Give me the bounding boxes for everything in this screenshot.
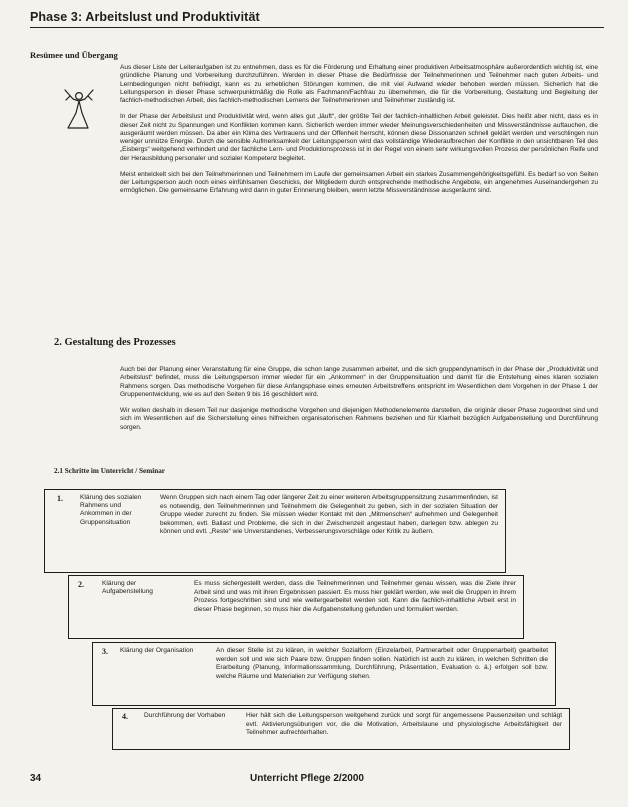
step-number-2: 2.	[78, 580, 84, 589]
summary-paragraph-3: Meist entwickelt sich bei den Teilnehmerinnen und Teilnehmern im Laufe der gemeinsamen Arbeit ein starkes Zusammengehörigkeitsgefühl. Es bedarf so von Seiten der Leitungsperson auch noch eines einfühlsamen Geschicks, der Mitgliedern durch entsprechende methodische Angebote, ein angenehmes Auseinandergehen zu ermöglichen. Die gemeinsame Erfahrung wird dann in guter Erinnerung bleiben, wenn letzte Missverständnisse ausgeräumt sind.	[120, 170, 598, 195]
running-header: Phase 3: Arbeitslust und Produktivität	[30, 10, 604, 28]
step-title-2: Klärung der Aufgabenstellung	[102, 580, 153, 596]
page-number: 34	[30, 773, 42, 784]
summary-heading: Resümee und Übergang	[30, 50, 118, 60]
journal-footer: Unterricht Pflege 2/2000	[250, 773, 364, 784]
section-intro	[120, 366, 598, 432]
summary-text	[120, 64, 598, 196]
summary-paragraph-2: In der Phase der Arbeitslust und Produktivität wird, wenn alles gut „läuft“, der größte Teil der fachlich-inhaltlichen Arbeit geleistet. Dies heißt aber nicht, dass es in dieser Zeit nicht zu Spannungen und Konflikten kommen kann. Sicherlich werden immer wieder Meinungsverschiedenheiten und Missverständnisse auftauchen, die ausgeräumt werden müssen. Da aber ein Klima des Vertrauens und der Offenheit herrscht, können diese Dissonanzen schnell geklärt werden und verschlingen nun weniger unnütze Energie. Durch die sensible Aufmerksamkeit der Leitungsperson wird das vollständige Wiederaufbrechen der Konflikte in den unsichtbaren Teil des „Eisbergs“ weitgehend verhindert und der fachliche Lern- und Produktionsprozess ist in der Regel von einem sehr wirkungsvollen Prozess der persönlichen Reife und der Herausbildung personaler und sozialer Kompetenz begleitet.	[120, 113, 598, 162]
step-text-1: Wenn Gruppen sich nach einem Tag oder längerer Zeit zu einer weiteren Arbeitsgruppensitzung zusammenfinden, ist es notwendig, den Teilnehmerinnen und Teilnehmern die Gelegenheit zu geben, sich in der sozialen Situation der Gruppe wieder zurecht zu finden. Sie müssen wieder Kontakt mit den „Mitmenschen“ aufnehmen und Gelegenheit bekommen, evtl. Ballast und Probleme, die sich in der Zwischenzeit angestaut haben, darlegen bzw. ablegen zu können und evtl. „Reste“ wie Unverstandenes, Verbesserungsvorschläge oder Kritik zu äußern.	[160, 494, 498, 535]
step-number-1: 1.	[57, 494, 63, 503]
step-text-4: Hier hält sich die Leitungsperson weitgehend zurück und sorgt für angemessene Pausenzeiten und schlägt evtl. Aktivierungsübungen vor, die die Motivation, Arbeitslaune und physiologische Arbeitsfähigkeit der Teilnehmer aufrechterhalten.	[246, 712, 562, 736]
step-title-4: Durchführung der Vorhaben	[144, 712, 226, 719]
subsection-heading: 2.1 Schritte im Unterricht / Seminar	[54, 467, 165, 475]
step-title-3: Klärung der Organisation	[120, 647, 194, 654]
step-text-2: Es muss sichergestellt werden, dass die Teilnehmerinnen und Teilnehmer genau wissen, was die Ziele ihrer Arbeit sind und was mit ihren Ergebnissen passiert. Es muss hier geklärt werden, wie weit die Gruppen in ihrem Prozess fortgeschritten sind und wie weitergearbeitet werden soll. Kann die fachlich-inhaltliche Arbeit erst in dieser Phase beginnen, so muss hier die Aufgabenstellung gefunden und formuliert werden.	[194, 580, 516, 613]
section-paragraph-1: Auch bei der Planung einer Veranstaltung für eine Gruppe, die schon lange zusammen arbeitet, und die sich gruppendynamisch in der Phase der „Produktivität und Arbeitslust“ befindet, muss die Leitungsperson immer wieder für ein „Ankommen“ in der Gruppensituation und damit für die Entstehung eines klaren sozialen Rahmens sorgen. Das methodische Vorgehen für diese Anfangsphase eines erneuten Arbeitstreffens entspricht im Wesentlichen dem Vorgehen in der Phase 1 der Gruppenentwicklung, wie es auf den Seiten 9 bis 16 geschildert wird.	[120, 366, 598, 398]
step-number-3: 3.	[102, 647, 108, 656]
step-number-4: 4.	[122, 712, 128, 721]
section-heading: 2. Gestaltung des Prozesses	[54, 337, 176, 348]
step-title-1: Klärung des sozialen Rahmens und Ankommen in der Gruppensituation	[80, 494, 142, 526]
juggler-figure-icon	[62, 86, 96, 136]
section-paragraph-2: Wir wollen deshalb in diesem Teil nur dasjenige methodische Vorgehen und diejenigen Methodenelemente darstellen, die originär dieser Phase zugeordnet sind und sich im Wesentlichen auf die Sicherstellung eines hilfreichen organisatorischen Rahmens beziehen und für Klarheit bezüglich Aufgabenstellung und Durchführung sorgen.	[120, 407, 598, 431]
step-text-3: An dieser Stelle ist zu klären, in welcher Sozialform (Einzelarbeit, Partnerarbeit oder Gruppenarbeit) gearbeitet werden soll und wie sich Paare bzw. Gruppen finden sollen. Natürlich ist auch zu klären, in welchen Schritten die Erarbeitung (Planung, Informationssammlung, Durchführung, Präsentation, Evaluation o. ä.) erfolgen soll bzw. welche Räume und Materialien zur Verfügung stehen.	[216, 647, 548, 680]
summary-paragraph-1: Aus dieser Liste der Leiteraufgaben ist zu entnehmen, dass es für die Förderung und Erhaltung einer produktiven Arbeitsatmosphäre außerordentlich wichtig ist, eine gründliche Planung und Vorbereitung durchzuführen. Werden in dieser Phase die Bedürfnisse der Teilnehmerinnen und Teilnehmer nach guten Arbeits- und Lernbedingungen nicht befriedigt, kann es zu erheblichen Störungen kommen, die mit viel Aufwand wieder behoben werden müssen. Sicherlich hat die Leitungsperson in dieser Phase schwerpunktmäßig die Rolle als Fachmann/Fachfrau zu übernehmen, die für die Vorbereitung, Gestaltung und Begleitung der fachlich-methodischen Arbeit, des fachlich-methodischen Lernens der Teilnehmerinnen und Teilnehmer zuständig ist.	[120, 64, 598, 104]
